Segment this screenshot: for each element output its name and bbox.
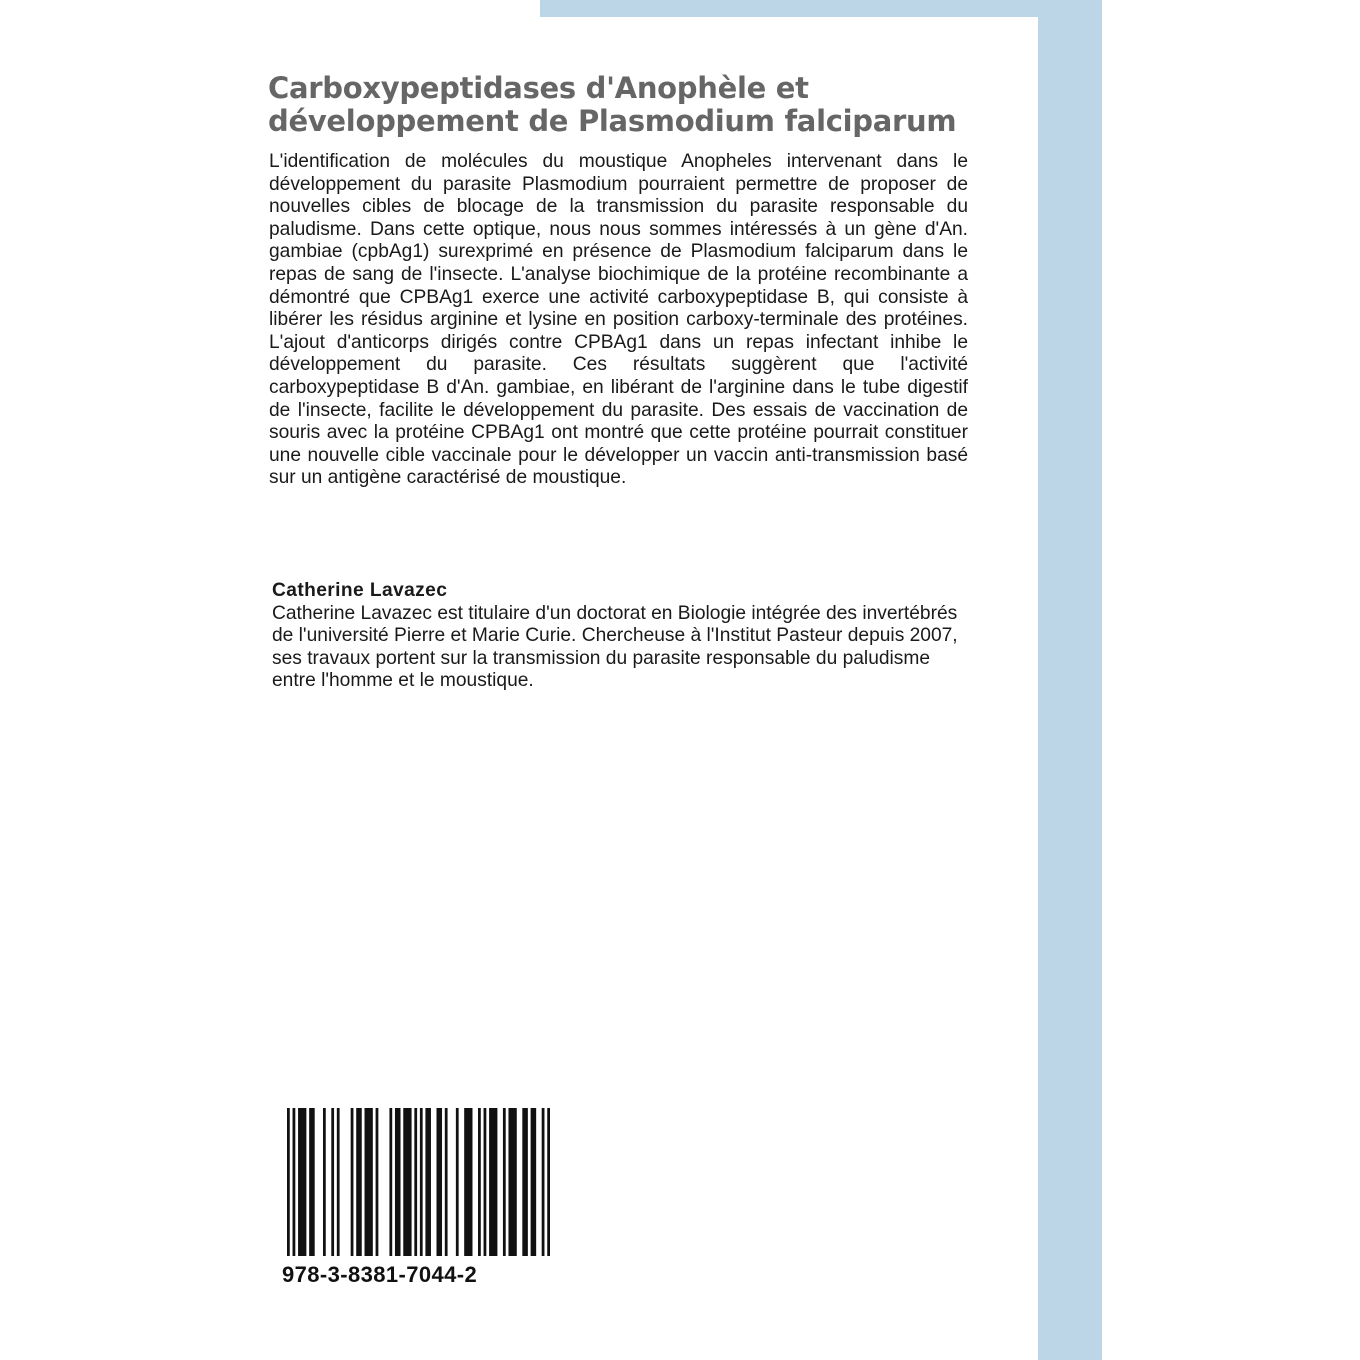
barcode-bar-16	[425, 1108, 431, 1256]
barcode-bar-18	[445, 1108, 448, 1256]
barcode-bar-22	[484, 1108, 487, 1256]
barcode-bar-9	[365, 1108, 373, 1256]
accent-top-bar	[540, 0, 1102, 17]
barcode-bar-29	[547, 1108, 550, 1256]
barcode-bar-23	[489, 1108, 497, 1256]
barcode-bar-1	[293, 1108, 296, 1256]
book-title-line-1: Carboxypeptidases d'Anophèle et	[268, 71, 809, 105]
barcode-bar-28	[542, 1108, 545, 1256]
book-title-line-2: développement de Plasmodium falciparum	[268, 104, 957, 138]
barcode-bar-7	[351, 1108, 354, 1256]
barcode-bar-5	[331, 1108, 334, 1256]
barcode-bar-3	[309, 1108, 315, 1256]
barcode-bars	[287, 1108, 550, 1256]
barcode-bar-26	[522, 1108, 528, 1256]
accent-spine-bar	[1038, 0, 1102, 1360]
barcode-bar-27	[531, 1108, 537, 1256]
author-name: Catherine Lavazec	[272, 580, 448, 601]
barcode-bar-11	[389, 1108, 392, 1256]
book-title	[268, 72, 1008, 138]
barcode-bar-20	[464, 1108, 472, 1256]
barcode-bar-2	[298, 1108, 306, 1256]
barcode-bar-25	[508, 1108, 516, 1256]
barcode-bar-6	[337, 1108, 340, 1256]
isbn-number: 978-3-8381-7044-2	[282, 1262, 478, 1287]
barcode-bar-15	[420, 1108, 423, 1256]
barcode-bar-0	[287, 1108, 290, 1256]
barcode-bar-21	[478, 1108, 481, 1256]
barcode-bar-17	[436, 1108, 442, 1256]
author-bio: Catherine Lavazec est titulaire d'un doctorat en Biologie intégrée des invertébrés de l'université Pierre et Marie Curie. Chercheuse à l'Institut Pasteur depuis 2007, ses travaux portent sur la transmission du parasite responsable du paludisme entre l'homme et le moustique.	[272, 602, 958, 692]
barcode-bar-19	[456, 1108, 459, 1256]
barcode-bar-8	[356, 1108, 362, 1256]
barcode-bar-24	[503, 1108, 506, 1256]
barcode-bar-14	[414, 1108, 417, 1256]
barcode-bar-10	[376, 1108, 379, 1256]
isbn-barcode	[287, 1108, 550, 1256]
barcode-bar-13	[403, 1108, 411, 1256]
author-section	[272, 580, 972, 693]
book-summary: L'identification de molécules du moustique Anopheles intervenant dans le développement du parasite Plasmodium pourraient permettre de proposer de nouvelles cibles de blocage de la transmission du parasite responsable du paludisme. Dans cette optique, nous nous sommes intéressés à un gène d'An. gambiae (cpbAg1) surexprimé en présence de Plasmodium falciparum dans le repas de sang de l'insecte. L'analyse biochimique de la protéine recombinante a démontré que CPBAg1 exerce une activité carboxypeptidase B, qui consiste à libérer les résidus arginine et lysine en position carboxy-terminale des protéines. L'ajout d'anticorps dirigés contre CPBAg1 dans un repas infectant inhibe le développement du parasite. Ces résultats suggèrent que l'activité carboxypeptidase B d'An. gambiae, en libérant de l'arginine dans le tube digestif de l'insecte, facilite le développement du parasite. Des essais de vaccination de souris avec la protéine CPBAg1 ont montré que cette protéine pourrait constituer une nouvelle cible vaccinale pour le développer un vaccin anti-transmission basé sur un antigène caractérisé de moustique.	[269, 151, 968, 489]
barcode-bar-4	[323, 1108, 326, 1256]
barcode-bar-12	[395, 1108, 401, 1256]
